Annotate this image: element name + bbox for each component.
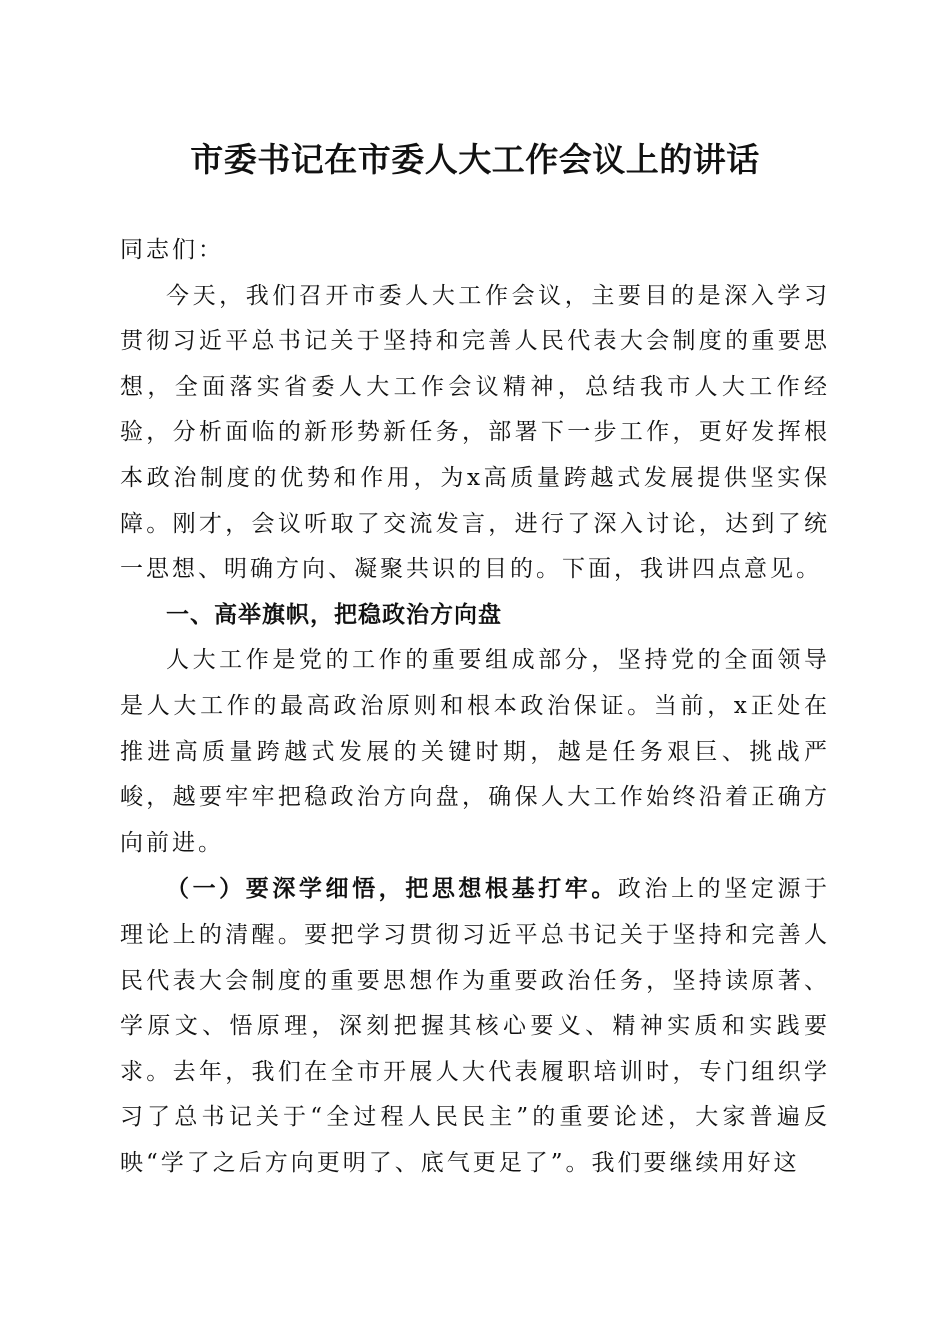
document-body (120, 228, 830, 1186)
section-1-heading: 一、高举旗帜，把稳政治方向盘 (166, 601, 502, 628)
section-1-paragraph: 人大工作是党的工作的重要组成部分，坚持党的全面领导是人大工作的最高政治原则和根本政治保证。当前，x正处在推进高质量跨越式发展的关键时期，越是任务艰巨、挑战严峻，越要牢牢把稳政治方向盘，确保人大工作始终沿着正确方向前进。 (120, 647, 830, 856)
salutation: 同志们： (120, 237, 224, 263)
intro-paragraph: 今天，我们召开市委人大工作会议，主要目的是深入学习贯彻习近平总书记关于坚持和完善人民代表大会制度的重要思想，全面落实省委人大工作会议精神，总结我市人大工作经验，分析面临的新形势新任务，部署下一步工作，更好发挥根本政治制度的优势和作用，为x高质量跨越式发展提供坚实保障。刚才，会议听取了交流发言，进行了深入讨论，达到了统一思想、明确方向、凝聚共识的目的。下面，我讲四点意见。 (120, 282, 830, 583)
document-title: 市委书记在市委人大工作会议上的讲话 (190, 140, 760, 179)
subsection-1-paragraph (120, 866, 830, 1186)
subsection-1-lead: （一）要深学细悟，把思想根基打牢。 (166, 875, 618, 903)
subsection-1-text: 政治上的坚定源于理论上的清醒。要把学习贯彻习近平总书记关于坚持和完善人民代表大会制度的重要思想作为重要政治任务，坚持读原著、学原文、悟原理，深刻把握其核心要义、精神实质和实践要求。去年，我们在全市开展人大代表履职培训时，专门组织学习了总书记关于“全过程人民民主”的重要论述，大家普遍反映“学了之后方向更明了、底气更足了”。我们要继续用好这 (120, 876, 831, 1176)
